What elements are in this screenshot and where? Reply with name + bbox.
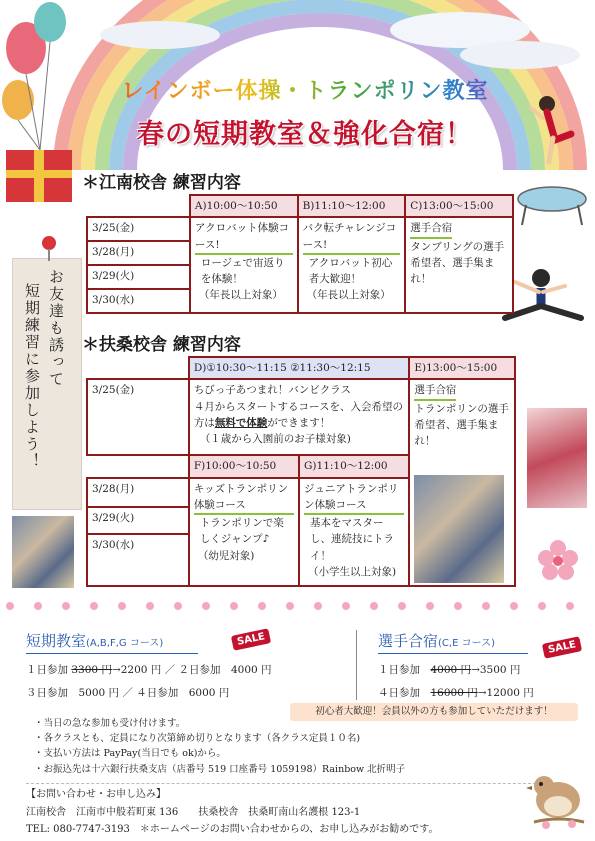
beginner-note: 初心者大歓迎！会員以外の方も参加していただけます！ bbox=[290, 703, 578, 721]
tel-line bbox=[26, 821, 439, 839]
camp-price-line2: ４日参加 16000 円→12000 円 bbox=[378, 687, 534, 699]
web-note: ＊ホームページのお問い合わせからの、お申し込みがお勧めです。 bbox=[139, 824, 439, 835]
contact-block bbox=[26, 786, 439, 839]
col-g-body bbox=[299, 478, 409, 587]
col-e-desc: トランポリンの選手希望者、選手集まれ！ bbox=[414, 402, 509, 448]
col-d-title: ちびっ子あつまれ！バンビクラス bbox=[193, 384, 351, 397]
tel-number: TEL: 080-7747-3193 bbox=[26, 824, 130, 835]
old-price: 16000 円 bbox=[430, 687, 478, 699]
sale-tag: SALE bbox=[231, 628, 271, 651]
trampoline-icon bbox=[512, 175, 590, 235]
col-c-title: 選手合宿 bbox=[410, 220, 452, 238]
divider bbox=[26, 783, 546, 785]
col-e-header: E)13:00～15:00 bbox=[409, 357, 515, 379]
sale-tag: SALE bbox=[542, 636, 582, 659]
camp-classes: (C,E コース) bbox=[438, 638, 495, 649]
fuso-heading: ＊扶桑校舎 練習内容 bbox=[82, 335, 241, 355]
note-item: ・各クラスとも、定員になり次第締め切りとなります（各クラス定員１０名) bbox=[34, 733, 361, 745]
date-cell: 3/25(金) bbox=[87, 217, 190, 241]
camp-pricing bbox=[378, 630, 578, 700]
short-course-classes: (A,B,F,G コース) bbox=[86, 638, 164, 649]
note-item: ・お振込先は十六銀行扶桑支店（店番号 519 口座番号 1059198）Rainbow 北折明子 bbox=[34, 763, 406, 775]
col-c-header: C)13:00～15:00 bbox=[405, 195, 513, 217]
date-cell: 3/28(月) bbox=[87, 478, 189, 508]
girls-photo bbox=[527, 408, 587, 508]
col-c-desc: タンブリングの選手希望者、選手集まれ！ bbox=[410, 240, 505, 286]
blank-cell bbox=[87, 455, 189, 477]
side-note-line1: お友達も誘って bbox=[47, 269, 65, 388]
col-a-desc: ロージェで宙返りを体験！ bbox=[200, 256, 285, 286]
address-line bbox=[26, 804, 439, 822]
col-f-target: （幼児対象) bbox=[197, 549, 255, 562]
note-item: ・支払い方法は PayPay(当日でも ok)から。 bbox=[34, 748, 226, 760]
date-cell: 3/29(火) bbox=[87, 507, 189, 533]
corner-cell bbox=[87, 195, 190, 217]
col-g-desc: 基本をマスターし、連続技にトライ！ bbox=[310, 517, 395, 562]
camp-price-line1: １日参加 4000 円→3500 円 bbox=[378, 664, 521, 676]
bird-icon bbox=[524, 760, 590, 832]
note-item: ・当日の急な参加も受け付けます。 bbox=[34, 718, 186, 729]
col-f-body bbox=[189, 478, 299, 587]
col-b-body bbox=[298, 217, 406, 313]
konan-address: 江南校舎 江南市中般若町東 136 bbox=[26, 806, 179, 818]
camp-title: 選手合宿(C,E コース) bbox=[378, 632, 495, 650]
col-d-body bbox=[189, 379, 410, 455]
col-g-title: ジュニアトランポリン体験コース bbox=[304, 481, 404, 516]
pushpin-icon bbox=[39, 235, 59, 261]
free-trial-text: 無料で体験 bbox=[214, 416, 268, 429]
fuso-address: 扶桑校舎 扶桑町南山名護根 123-1 bbox=[198, 806, 361, 818]
date-cell: 3/30(水) bbox=[87, 534, 189, 587]
corner-cell bbox=[87, 357, 189, 379]
col-b-desc: アクロバット初心者大歓迎！ bbox=[308, 256, 393, 286]
col-e-title: 選手合宿 bbox=[414, 382, 456, 400]
old-price: 3300 円 bbox=[71, 664, 112, 676]
contact-heading: 【お問い合わせ・お申し込み】 bbox=[26, 789, 166, 800]
short-price-line2: ３日参加 5000 円 ／ ４日参加 6000 円 bbox=[26, 687, 230, 699]
old-price: 4000 円 bbox=[430, 664, 472, 676]
date-cell: 3/29(火) bbox=[87, 265, 190, 289]
trampoline-class-photo bbox=[414, 475, 504, 583]
col-d-header: D)①10:30～11:15 ②11:30～12:15 bbox=[189, 357, 410, 379]
flower-divider bbox=[0, 598, 595, 614]
page-title: 春の短期教室＆強化合宿！ bbox=[137, 119, 473, 150]
col-c-body bbox=[405, 217, 513, 313]
col-b-target: （年長以上対象） bbox=[306, 289, 391, 302]
short-course-title: 短期教室(A,B,F,G コース) bbox=[26, 632, 164, 650]
date-cell: 3/30(水) bbox=[87, 289, 190, 313]
col-a-body bbox=[190, 217, 298, 313]
balloons-gift-icon bbox=[0, 0, 80, 210]
side-note bbox=[12, 258, 82, 510]
col-b-header: B)11:10～12:00 bbox=[298, 195, 406, 217]
col-f-desc: トランポリンで楽しくジャンプ♪ bbox=[199, 517, 284, 546]
school-name: レインボー体操・トランポリン教室 bbox=[70, 74, 540, 105]
divider bbox=[356, 630, 357, 700]
child-photo bbox=[12, 516, 74, 588]
col-d-desc: ４月からスタートするコースを、入会希望の方は無料で体験ができます！ bbox=[193, 400, 403, 429]
side-note-line2: 短期練習に参加しよう！ bbox=[23, 283, 41, 470]
col-e-body bbox=[409, 379, 515, 586]
col-a-title: アクロバット体験コース! bbox=[195, 220, 293, 255]
col-a-header: A)10:00～10:50 bbox=[190, 195, 298, 217]
col-d-target: （１歳から入園前のお子様対象) bbox=[199, 433, 351, 446]
col-g-target: （小学生以上対象) bbox=[308, 565, 397, 578]
notes-list bbox=[34, 716, 405, 777]
short-course-pricing bbox=[26, 630, 346, 700]
konan-schedule-table bbox=[86, 194, 514, 314]
konan-heading: ＊江南校舎 練習内容 bbox=[82, 173, 241, 193]
col-f-header: F)10:00～10:50 bbox=[189, 455, 299, 477]
fuso-schedule-table bbox=[86, 356, 516, 587]
col-g-header: G)11:10～12:00 bbox=[299, 455, 409, 477]
date-cell: 3/28(月) bbox=[87, 241, 190, 265]
short-price-line1: １日参加 3300 円→2200 円 ／ ２日参加 4000 円 bbox=[26, 664, 272, 676]
col-a-target: （年長以上対象） bbox=[198, 289, 283, 302]
date-cell: 3/25(金) bbox=[87, 379, 189, 455]
col-b-title: バク転チャレンジコース! bbox=[303, 220, 401, 255]
flower-icon bbox=[528, 530, 588, 590]
col-f-title: キッズトランポリン体験コース bbox=[194, 481, 294, 516]
